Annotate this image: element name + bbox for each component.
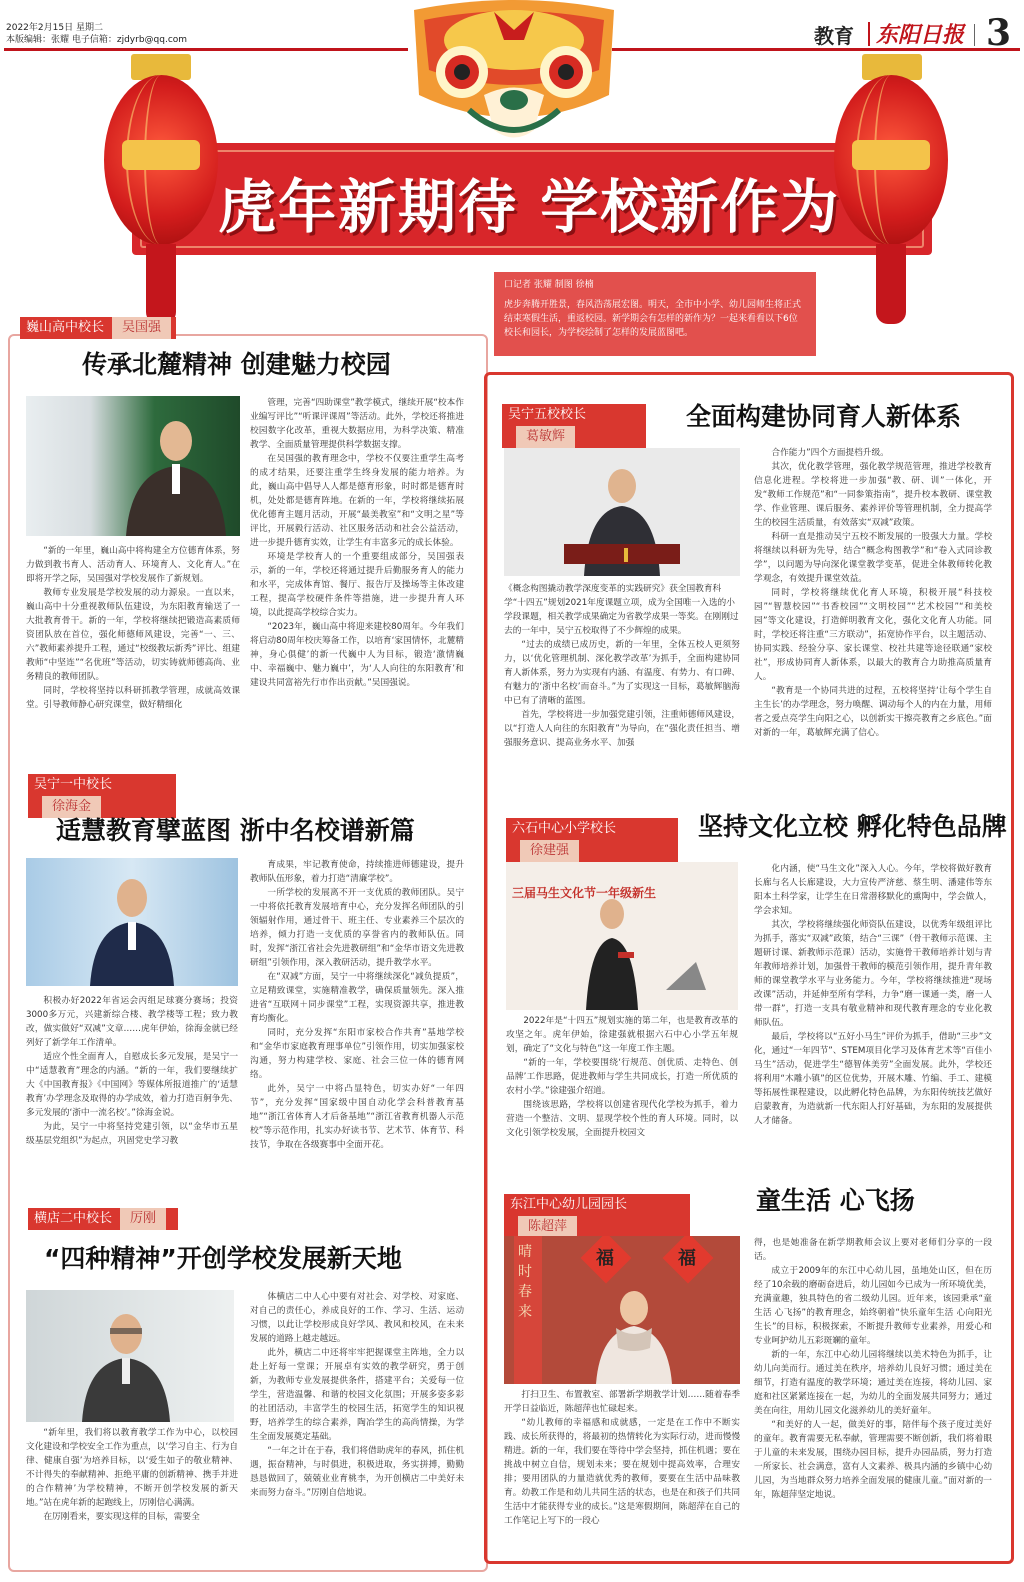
a2-col2-p1: 合作能力”四个方面提档升级。 <box>771 448 889 458</box>
a5-role: 横店二中校长 <box>34 1211 113 1226</box>
a3-col2-p4: 同时，充分发挥“东阳市家校合作共育”基地学校和“金华市家庭教育理事单位”引领作用，切实加强家校沟通，努力构建学校、家庭、社会三位一体的德育网络。 <box>250 1028 464 1080</box>
a4-col2 <box>754 862 992 1154</box>
a2-speaker-figure <box>504 448 740 576</box>
a2-col2-p3: 科研一直是推动吴宁五校不断发展的一股强大力量。学校将继续以科研为先导，结合“概念构图教学”和“卷入式同诊教学”，以问题为导向深化课堂教学变革，促进全体教师转化教学观念，有效提升课堂效益。 <box>754 532 992 584</box>
a1-col2-p4: “2023年，巍山高中将迎来建校80周年。今年我们将启动80周年校庆筹备工作，以培育‘家国情怀，北麓精神，身心俱健’的新一代巍中人为目标，锻造‘激情巍中、幸福巍中、魅力巍中’，为‘人人向往的东阳教育’和建设共同富裕先行市作出贡献。”吴国强说。 <box>250 622 464 688</box>
a5-photo <box>26 1290 234 1422</box>
a6-col2-p2: 成立于2009年的东江中心幼儿园，虽地处山区，但在历经了10余载的磨砺奋进后，幼儿园如今已成为一所环境优美，充满童趣，独具特色的省二级幼儿园。近年来，该园秉承“童生活 心飞扬”的教育理念，始终朝着“快乐童年生活 心向阳光生长”的目标，积极探索，不断提升教师专业素养，用爱心和专业呵护幼儿五彩斑斓的童年。 <box>754 1266 992 1346</box>
a2-col2 <box>754 446 992 782</box>
lantern-band-right <box>852 140 930 170</box>
a1-col1-p2: 教师专业发展是学校发展的动力源泉。一直以来，巍山高中十分重视教师队伍建设，为东阳教育输送了一大批教育骨干。新的一年，学校将继续把锻造高素质师资团队放在首位，强化师德师风建设，完善“一、三、六”教师素养提升工程，通过“校级教坛新秀”评比、组建教师“中坚连”“名优班”等活动，切实铸就师德高尚、业务精良的教师团队。 <box>26 588 240 682</box>
a3-person-figure <box>26 858 238 986</box>
a1-col1 <box>26 544 240 740</box>
a3-col1 <box>26 994 238 1170</box>
a3-tag <box>28 774 176 818</box>
a5-col2-p1: 体横店二中人心中要有对社会、对学校、对家庭、对自己的责任心，养成良好的工作、学习、生活、运动习惯，以此让学校形成良好学风、教风和校风，在未来发展的道路上越走越远。 <box>250 1292 464 1344</box>
a1-person: 吴国强 <box>112 317 171 339</box>
a2-role: 吴宁五校校长 <box>508 407 587 422</box>
a5-col1-p1: “新年里，我们将以教育教学工作为中心，以校园文化建设和学校安全工作为重点，以‘学习自主、行为自律、健康自强’为培养目标，以‘爱生如子的敬业精神、不计得失的奉献精神、拒绝平庸的创新精神、携手并进的合作精神’为学校精神，不断开创学校发展的新天地。”站在虎年新的起跑线上，厉刚信心满满。 <box>26 1428 238 1508</box>
a6-couplet-char-2: 时 <box>518 1264 532 1280</box>
a5-col1-p2: 在厉刚看来，要实现这样的目标，需要全 <box>43 1512 200 1522</box>
a6-col2-p3: 新的一年，东江中心幼儿园将继续以美术特色为抓手，让幼儿向美而行。通过美在秩序，培养幼儿良好习惯；通过美在细节，打造有温度的教学环境；通过美在连接，将幼儿园、家庭和社区紧紧连接在一起，为幼儿的全面发展共同努力；通过美在向往，用幼儿园文化滋养幼儿的美好童年。 <box>754 1350 992 1416</box>
a1-role: 巍山高中校长 <box>26 320 105 335</box>
a3-col2-p3: 在“双减”方面，吴宁一中将继续深化“减负提质”，立足精致课堂，实施精准教学，确保质量领先。深入推进省“互联网＋同步课堂”工程，实现资源共享，推进教育均衡化。 <box>250 972 464 1024</box>
a1-col2 <box>250 396 464 740</box>
a5-title: “四种精神”开创学校发展新天地 <box>44 1244 402 1273</box>
a6-col2-p4: “和美好的人一起，做美好的事，陪伴每个孩子度过美好的童年。教育需要无私奉献，管理需要不断创新，我们将着眼于儿童的未来发展，围绕办园目标，提升办园品质，努力打造一所家长、社会满意，富有人文素养、极具内涵的乡镇中心幼儿园，为当地群众努力培养全面发展的健康儿童。”面对新的一年，陈超萍坚定地说。 <box>754 1420 992 1500</box>
a3-role: 吴宁一中校长 <box>34 777 113 792</box>
a5-tag <box>28 1208 178 1230</box>
a3-col1-p1: 积极办好2022年省运会丙组足球赛分赛场；投资3000多万元，兴建新综合楼、教学楼等工程；致力教改，做实做好“双减”文章……虎年伊始，徐海金就已经列好了新学年工作清单。 <box>26 996 238 1048</box>
a4-col2-p2: 其次，学校将继续强化师资队伍建设，以优秀年级组评比为抓手，落实“双减”政策，结合“三课”（骨干教师示范课、主题研讨课、新教师示范课）活动，实施骨干教师培养计划与青年教师培养计划，加强骨干教师的模范引领作用，提升青年教师的课堂教学水平与业务能力。今年，学校将继续推进“现场改课”活动，并延伸至所有学科，力争“磨一课通一类，磨一人带一群”，打造一支具有敬业精神和现代教育理念的专业化教师队伍。 <box>754 920 992 1028</box>
a5-person-figure <box>26 1290 234 1422</box>
a6-col2 <box>754 1236 992 1552</box>
a5-col1 <box>26 1426 238 1566</box>
lantern-band-left <box>122 140 200 170</box>
section-name: 教育 <box>814 24 854 48</box>
a3-person: 徐海金 <box>42 796 101 818</box>
a2-tag <box>502 404 646 448</box>
a1-col2-p2: 在吴国强的教育理念中，学校不仅要注重学生高考的成才结果，还要注重学生终身发展的能力培养。为此，巍山高中倡导人人都是德育形象，时时都是德育时机，处处都是德育阵地。在新的一年，学校将继续拓展优化德育主题月活动，开展“最美教室”和“文明之星”等评比，开展毅行活动、社区服务活动和社会公益活动，进一步提升德育实效，让学生有丰富多元的成长体验。 <box>250 454 464 548</box>
a2-photo <box>504 448 740 576</box>
a2-caption: 《概念构图撬动教学深度变革的实践研究》获全国教育科学“十四五”规划2021年度课题立项，成为全国唯一入选的小学段课题，相关教学成果确定为省教学成果一等奖。在刚刚过去的一年中，吴宁五校取得了不少辉煌的成果。 <box>504 584 739 636</box>
a4-col1-p1: 2022年是“十四五”规划实施的第二年，也是教育改革的攻坚之年。虎年伊始，徐建强就根据六石中心小学五年规划，确定了“文化与特色”这一年度工作主题。 <box>506 1016 738 1054</box>
a4-role: 六石中心小学校长 <box>512 821 617 836</box>
a5-col2-p2: 此外，横店二中还将牢牢把握课堂主阵地，全力以赴上好每一堂课；开展卓有实效的教学研究，勇于创新，为教师专业发展提供条件，搭建平台；关爱每一位学生，营造温馨、和谐的校园文化氛围；开展多姿多彩的社团活动，丰富学生的校园生活，拓宽学生的知识视野，培养学生的综合素养，陶冶学生的高尚情操，为学生全面发展奠定基础。 <box>250 1348 464 1442</box>
a6-couplet-char-4: 来 <box>518 1304 532 1320</box>
a6-role: 东江中心幼儿园园长 <box>510 1197 628 1212</box>
a4-photo <box>506 862 738 1010</box>
a5-person: 厉刚 <box>120 1208 166 1230</box>
a6-col1 <box>504 1388 740 1552</box>
a1-col2-p1: 管理，完善“四助课堂”教学模式，继续开展“校本作业编写评比”“听课评课周”等活动。此外，学校还将推进校园数字化改革，重视大数据应用，为科学决策、精准教学、全面质量管理提供科学数据支撑。 <box>250 398 464 450</box>
editor-line: 本版编辑：张耀 电子信箱：zjdyrb@qq.com <box>6 35 188 45</box>
a4-col1-p2: “新的一年，学校要围绕‘行规范、创优质、走特色、创品牌’工作思路，促进教师与学生共同成长，打造一所优质的农村小学。”徐建强介绍道。 <box>506 1058 738 1096</box>
a3-col2-p5: 此外，吴宁一中将凸显特色，切实办好“一年四节”，充分发挥“国家级中国自动化学会科普教育基地”“浙江省体育人才后备基地”“浙江省教育机器人示范校”等示范作用，扎实办好读书节、艺术节、体育节、科技节，争取在各级赛事中全面开花。 <box>250 1084 464 1150</box>
a6-photo <box>504 1236 740 1384</box>
a1-tag <box>20 317 176 339</box>
a2-col2-p5: “教育是一个协同共进的过程，五校将坚持‘让每个学生自主生长’的办学理念，努力唤醒、调动每个人的内在力量，用师者之爱点亮学生向阳之心，以创新实干擦亮教育之乡底色。”面对新的一年，葛敏辉充满了信心。 <box>754 686 992 738</box>
a6-person: 陈超萍 <box>518 1216 577 1238</box>
a4-title: 坚持文化立校 孵化特色品牌 <box>698 812 1007 841</box>
a6-title: 童生活 心飞扬 <box>756 1186 915 1215</box>
a6-col1-p1: 打扫卫生、布置教室、部署新学期教学计划……随着春季开学日益临近，陈超萍也忙碌起来。 <box>504 1390 740 1414</box>
a6-col2-p1: 得，也是她准备在新学期教师会议上要对老师们分享的一段话。 <box>754 1238 992 1262</box>
a4-col1-p3: 围绕该思路，学校将以创建省现代化学校为抓手，着力营造一个整洁、文明、显现学校个性的育人环境。同时，以文化引领学校发展，全面提升校园文 <box>506 1100 738 1138</box>
a2-col1-p1: “过去的成绩已成历史，新的一年里，全体五校人更须努力，以‘优化管理机制、深化教学改革’为抓手，全面构建协同育人新体系，努力为实现有内涵、有温度、有势力、有口碑、有魅力的‘浙中名校’而奋斗。”为了实现这一目标，葛敏辉脑海中已有了清晰的蓝图。 <box>504 640 740 706</box>
a1-person-figure <box>26 396 240 536</box>
intro-box <box>494 272 816 356</box>
a6-fu-char-1: 福 <box>596 1248 614 1269</box>
a3-title: 适慧教育擘蓝图 浙中名校谱新篇 <box>56 816 415 845</box>
a3-col2 <box>250 858 464 1170</box>
headline-title: 虎年新期待 学校新作为 <box>218 173 841 241</box>
a4-col2-p3: 最后，学校将以“五好小马生”评价为抓手，借助“三步”文化，通过“一年四节”、STEM项目化学习及体育艺术等“百佳小马生”活动，促进学生“德智体美劳”全面发展。此外，学校还将利用“木雕小镇”的区位优势，开展木雕、竹编、手工、建模等拓展性课程建设，以此孵化特色品牌，为东阳传统技艺做好启蒙教育，为造就新一代东阳人打好基础，为东阳的发展提供人才储备。 <box>754 1032 992 1126</box>
a2-col1-p2: 首先，学校将进一步加强党建引领，注重师德师风建设，以“打造人人向往的东阳教育”为导向，在“强化责任担当、增强服务意识、提高业务水平、加强 <box>504 710 740 748</box>
a4-tag <box>506 818 678 862</box>
lantern-tassel-right <box>876 244 906 324</box>
a2-person: 葛敏辉 <box>516 426 575 448</box>
a3-col1-p3: 为此，吴宁一中将坚持党建引领，以“金华市五星级基层党组织”为起点，巩固党史学习教 <box>26 1122 238 1146</box>
tiger-head-illustration <box>384 0 644 150</box>
a6-person-figure <box>504 1236 740 1384</box>
header-divider-2 <box>974 24 975 46</box>
a5-col2 <box>250 1290 464 1566</box>
page-number: 3 <box>986 12 1012 54</box>
a6-couplet-char-1: 晴 <box>518 1244 532 1260</box>
a6-couplet-char-3: 春 <box>518 1284 532 1300</box>
a1-col1-p1: “新的一年里，巍山高中将构建全方位德育体系，努力做到教书育人、活动育人、环境育人、文化育人。”在即将开学之际，吴国强对学校发展作了新规划。 <box>26 546 240 584</box>
a2-col2-p4: 同时，学校将继续优化育人环境，积极开展“科技校园”“智慧校园”“书香校园”“文明校园”“艺术校园”“和美校园”等文化建设，打造鲜明教育文化，强化文化育人功能。同时，学校还将注重“三方联动”，拓宽协作平台，以主题活动、协同实践、经验分享、家长课堂、校社共建等途径联通“家校社”，形成协同育人新体系，以最大的教育合力助推高质量育人。 <box>754 588 992 682</box>
intro-text: 虎步奔腾开胜景，春风浩荡展宏图。明天，全市中小学、幼儿园师生将正式结束寒假生活，重返校园。新学期会有怎样的新作为？一起来看看以下6位校长和园长，为学校绘制了怎样的发展蓝图吧。 <box>504 300 802 338</box>
a4-photo-banner: 三届马生文化节一年级新生 <box>512 886 657 900</box>
header-rule-left <box>4 48 408 51</box>
a4-person: 徐建强 <box>520 840 579 862</box>
a3-col2-p1: 育成果，牢记教育使命，持续推进师德建设，提升教师队伍形象，着力打造“清廉学校”。 <box>250 860 464 884</box>
a1-title: 传承北麓精神 创建魅力校园 <box>82 350 391 379</box>
a2-title: 全面构建协同育人新体系 <box>686 402 962 431</box>
byline: 口记者 张耀 制图 徐楠 <box>504 280 594 290</box>
lantern-tassel-left <box>146 244 176 324</box>
a4-col1 <box>506 1014 738 1154</box>
a6-fu-char-2: 福 <box>678 1248 696 1269</box>
issue-date: 2022年2月15日 星期二 <box>6 23 103 33</box>
a2-col2-p2: 其次，优化教学管理，强化教学规范管理，推进学校教育信息化进程。学校将进一步加强“教、研、训”一体化，开发“教师工作规范”和“一同参策指南”，提升校本教研、课堂教学、作业管理、课后服务、素养评价等管理机制，全力提高学生的校园生活质量，有效落实“双减”政策。 <box>754 462 992 528</box>
a2-col1 <box>504 638 740 782</box>
a1-col1-p3: 同时，学校将坚持以科研抓教学管理，成就高效课堂。引导教师静心研究课堂，做好精细化 <box>26 686 240 710</box>
a1-photo <box>26 396 240 536</box>
a3-photo <box>26 858 238 986</box>
paper-name-logo: 东阳日报 <box>876 22 965 48</box>
a6-col1-p2: “幼儿教师的幸福感和成就感，一定是在工作中不断实践、成长所获得的，将最初的热情转化为实际行动，进而慢慢精进。新的一年，我们要在等待中学会坚持，抓住机遇；要在挑战中树立自信，规划未来；要在规划中提高效率，合理安排；要用团队的力量造就优秀的教师，要要在生活中品味教育。幼教工作是和幼儿共同生活的状态，也是在和孩子们共同生活中才能获得专业的成长。”这是寒假期间，陈超萍在自己的工作笔记上写下的一段心 <box>504 1418 740 1526</box>
a3-col1-p2: 适应个性全面育人，自慰成长多元发展，是吴宁一中“适慧教育”理念的内涵。“新的一年，我们要继续扩大《中国教育报》《中国网》等媒体所报道推广的‘适慧教育’办学理念及取得的办学成效，着力打造百舸争先、多元发展的‘浙中一流名校’。”徐海金说。 <box>26 1052 238 1118</box>
a3-col2-p2: 一所学校的发展离不开一支优质的教师团队。吴宁一中将依托教育发展培育中心，充分发挥名师团队的引领辐射作用，通过骨干、班主任、专业素养三个层次的培养，倾力打造一支优质的享誉省内的教师队伍。同时，发挥“浙江省社会先进教研组”和“金华市语文先进教研组”引领作用，深入教研活动，提升教学水平。 <box>250 888 464 968</box>
a1-col2-p3: 环境是学校育人的一个重要组成部分，吴国强表示，新的一年，学校还将通过提升后勤服务育人的能力和水平，完成体育馆、餐厅、报告厅及操场等主体改建工程，提高学校硬件条件等措施，进一步提升育人环境，以此提高学校综合实力。 <box>250 552 464 618</box>
header-divider <box>868 22 870 46</box>
a4-col2-p1: 化内涵，使“马生文化”深入人心。今年，学校将做好教育长廊与名人长廊建设，大力宣传严济慈、蔡生明、潘建伟等东阳本土科学家，让学生在日常潜移默化的熏陶中，学会做人，学会求知。 <box>754 864 992 916</box>
a5-col2-p3: “一年之计在于春，我们将借助虎年的春风，抓住机遇，振奋精神，与时俱进，积极进取，务实拼搏，勤勤恳恳做回了，兢兢业业育桃李，为开创横店二中美好未来而努力奋斗。”厉刚自信地说。 <box>250 1446 464 1498</box>
a6-tag <box>504 1194 690 1238</box>
